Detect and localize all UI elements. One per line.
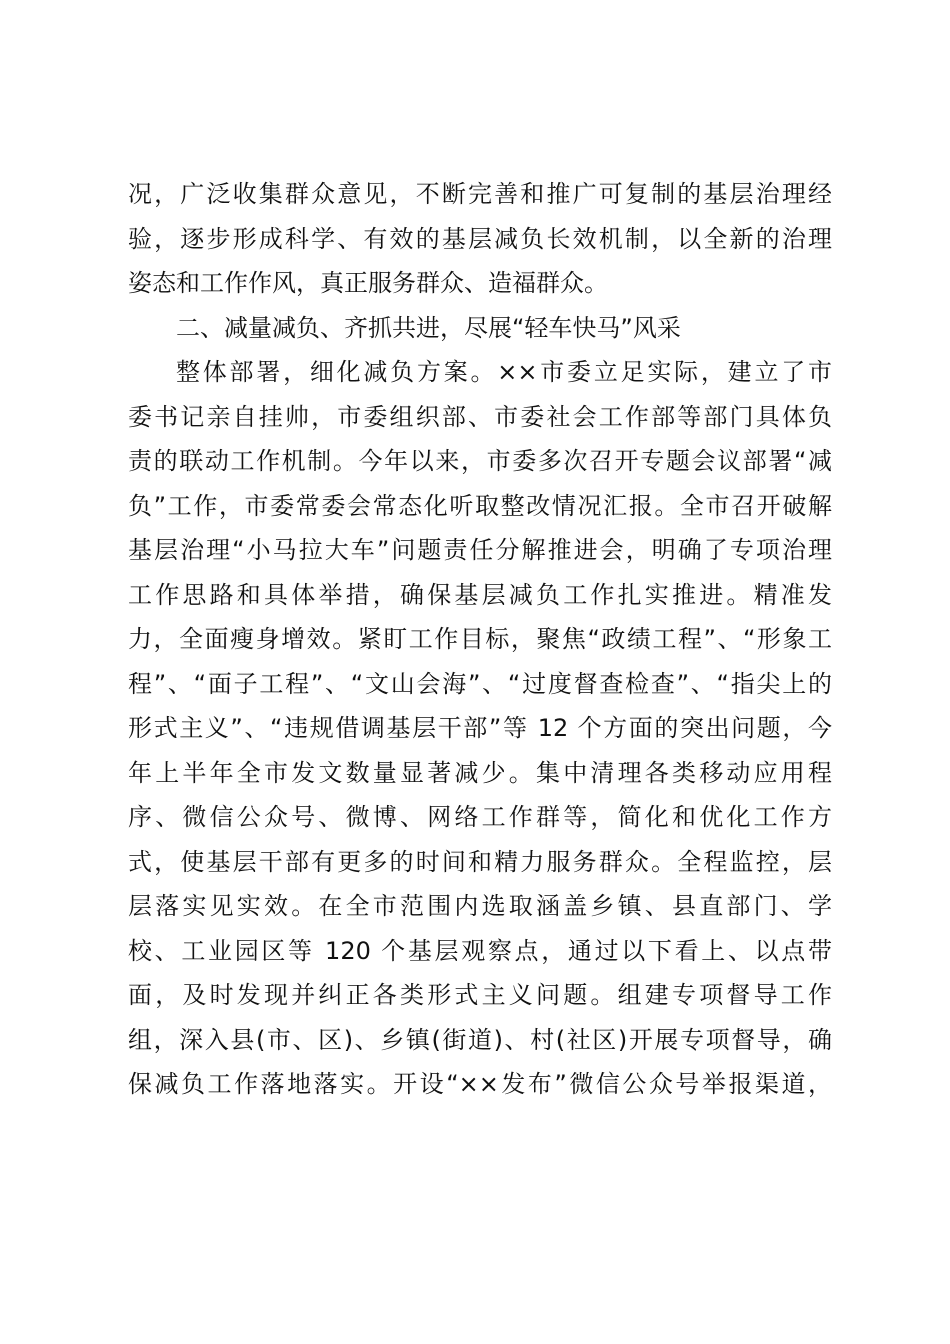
text-line: 年上半年全市发文数量显著减少。集中清理各类移动应用程 — [128, 758, 832, 787]
text-line: 层落实见实效。在全市范围内选取涵盖乡镇、县直部门、学 — [128, 892, 832, 920]
text-line: 式，使基层干部有更多的时间和精力服务群众。全程监控，层 — [128, 847, 832, 876]
text-line: 保减负工作落地落实。开设“××发布”微信公众号举报渠道， — [128, 1070, 832, 1098]
text-line: 程”、“面子工程”、“文山会海”、“过度督查检查”、“指尖上的 — [128, 669, 832, 698]
paragraph-end-line: 姿态和工作作风，真正服务群众、造福群众。 — [128, 269, 608, 297]
text-line: 工作思路和具体举措，确保基层减负工作扎实推进。精准发 — [128, 580, 832, 609]
text-line: 责的联动工作机制。今年以来，市委多次召开专题会议部署“减 — [128, 447, 832, 475]
text-line: 序、微信公众号、微博、网络工作群等，简化和优化工作方 — [128, 803, 832, 831]
paragraph-first-line: 整体部署，细化减负方案。××市委立足实际，建立了市 — [176, 358, 832, 386]
text-line: 组，深入县(市、区)、乡镇(街道)、村(社区)开展专项督导，确 — [128, 1025, 832, 1054]
body-text — [128, 172, 832, 1107]
text-line: 负”工作，市委常委会常态化听取整改情况汇报。全市召开破解 — [128, 491, 832, 520]
text-line: 基层治理“小马拉大车”问题责任分解推进会，明确了专项治理 — [128, 536, 832, 564]
text-line: 况，广泛收集群众意见，不断完善和推广可复制的基层治理经 — [128, 180, 832, 208]
section-heading: 二、减量减负、齐抓共进，尽展“轻车快马”风采 — [176, 313, 681, 342]
text-line: 验，逐步形成科学、有效的基层减负长效机制，以全新的治理 — [128, 224, 832, 253]
text-line: 校、工业园区等 120 个基层观察点，通过以下看上、以点带 — [128, 936, 832, 965]
text-line: 力，全面瘦身增效。紧盯工作目标，聚焦“政绩工程”、“形象工 — [128, 625, 832, 653]
text-line: 面，及时发现并纠正各类形式主义问题。组建专项督导工作 — [128, 981, 832, 1009]
text-line: 委书记亲自挂帅，市委组织部、市委社会工作部等部门具体负 — [128, 402, 832, 431]
text-line: 形式主义”、“违规借调基层干部”等 12 个方面的突出问题，今 — [128, 714, 832, 742]
